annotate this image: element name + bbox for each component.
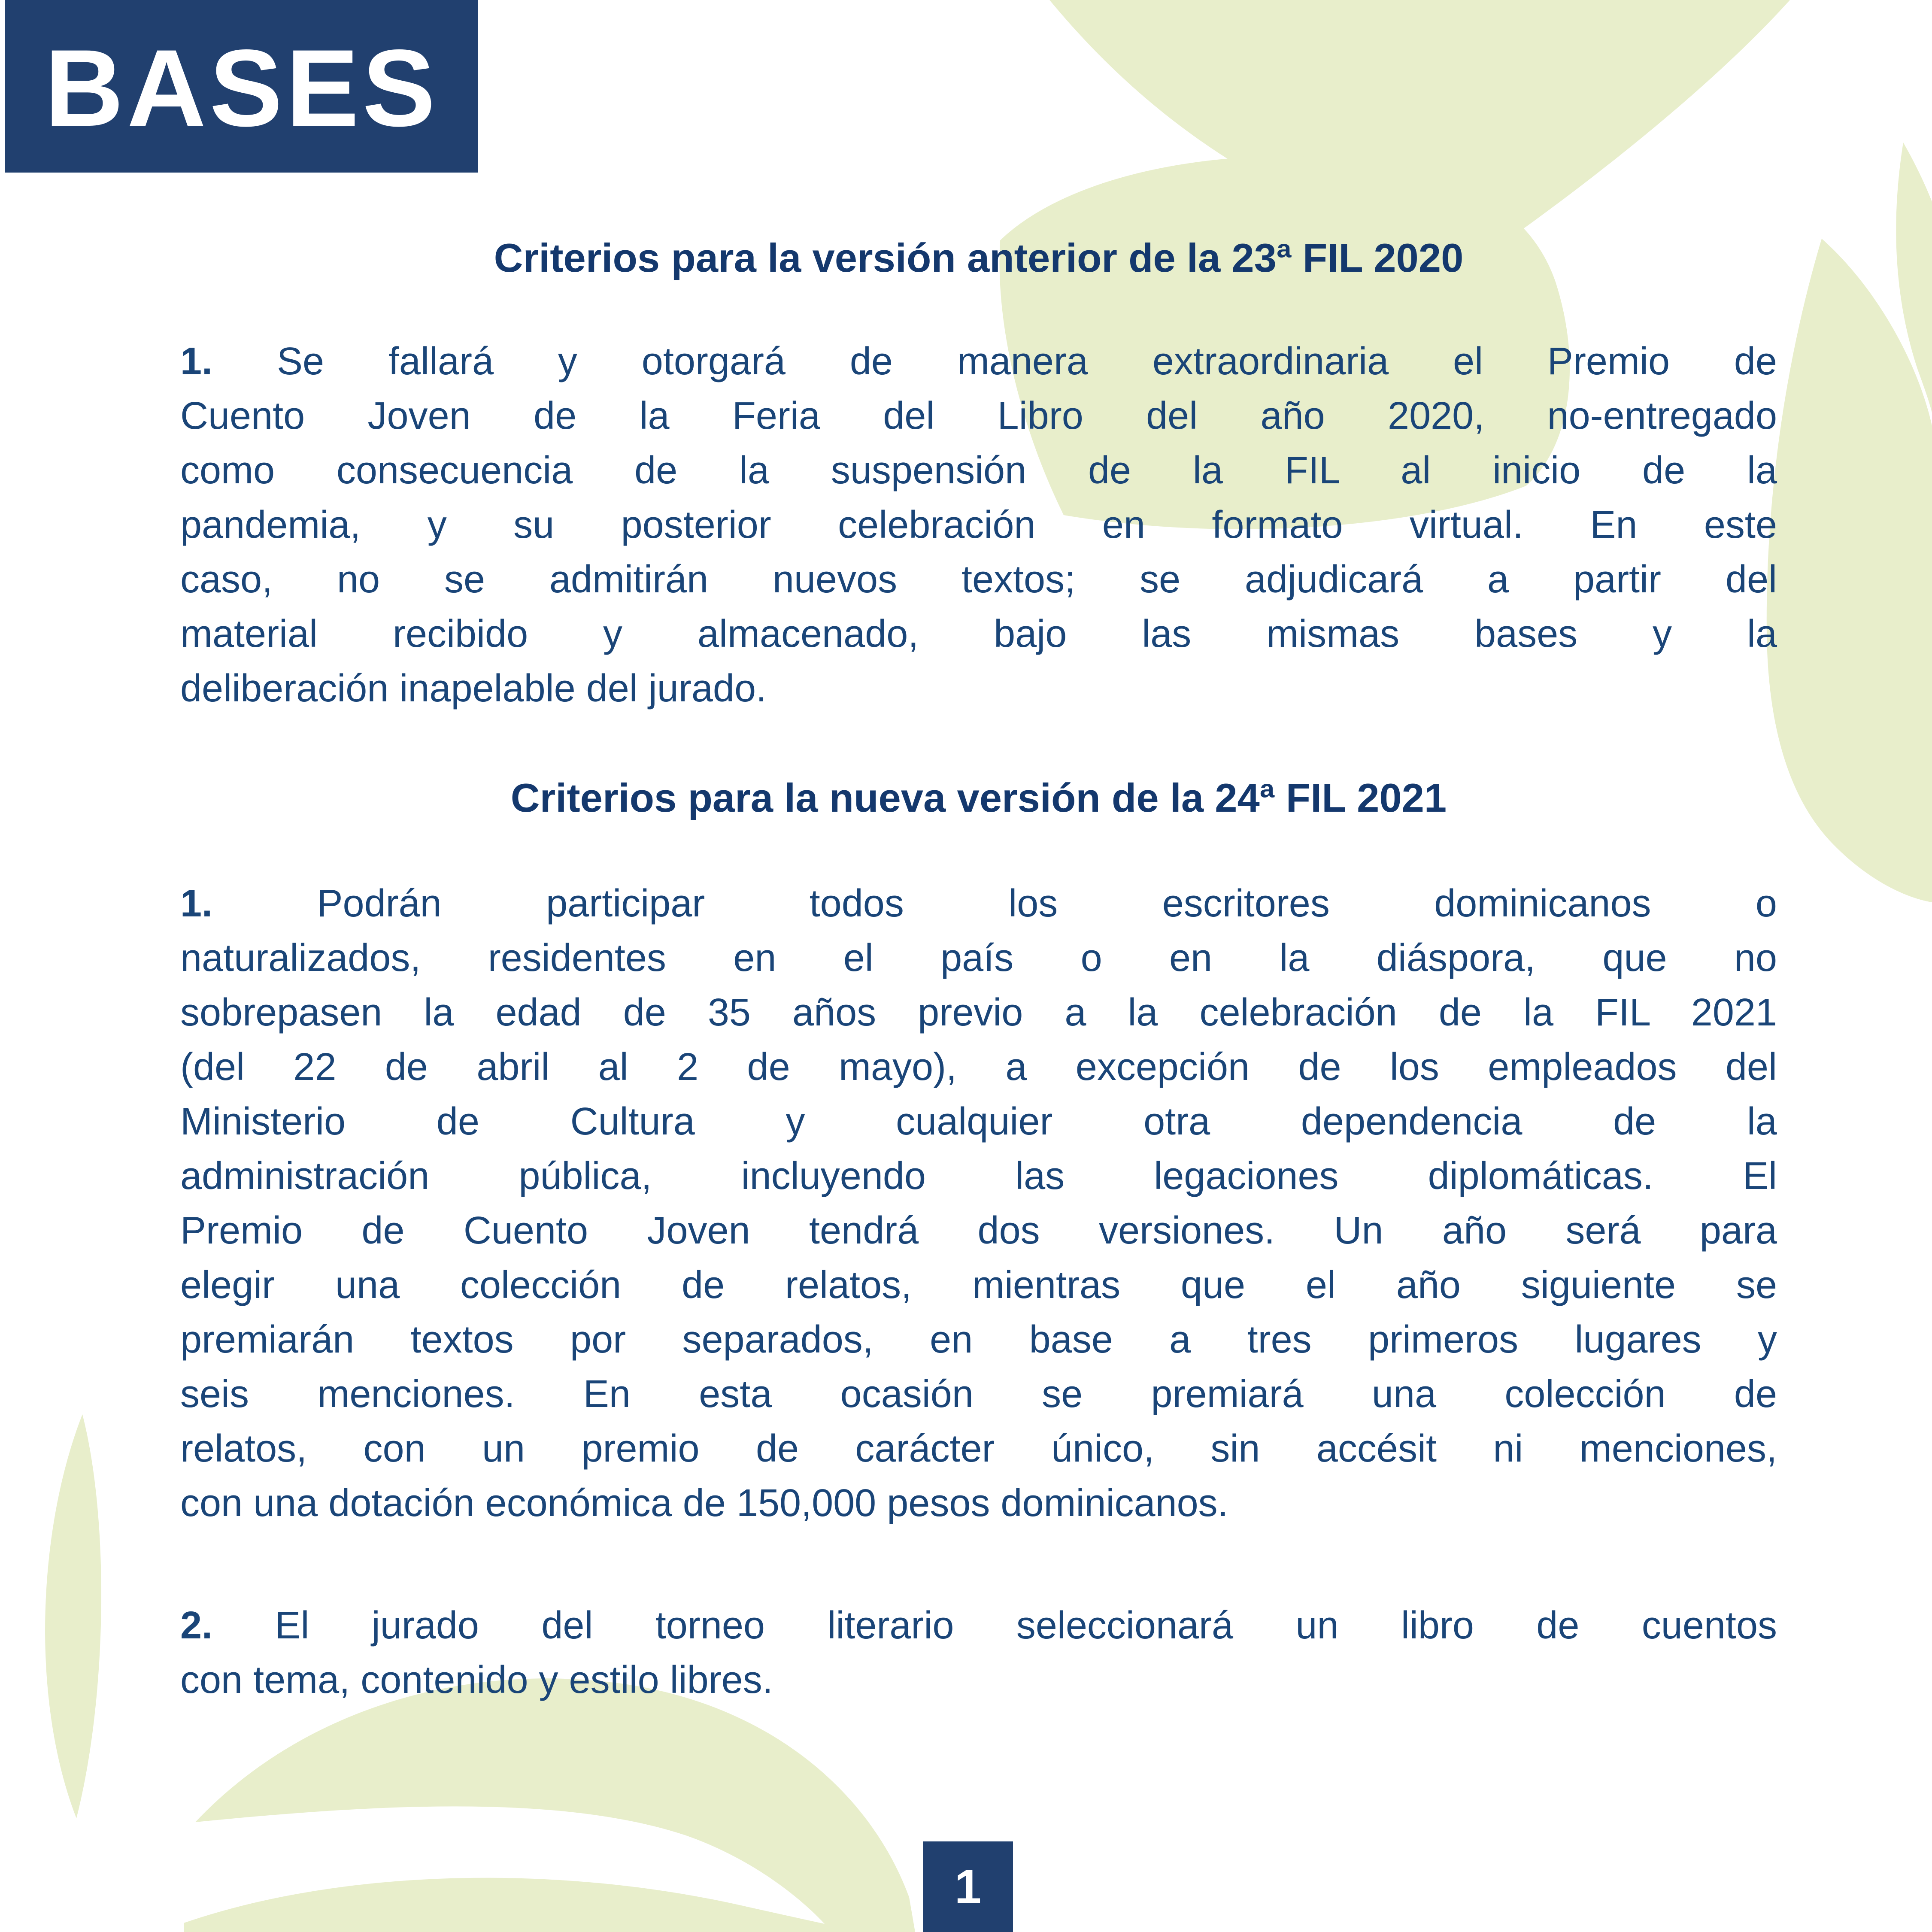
text-line: seis menciones. En esta ocasión se premiará una colección de xyxy=(180,1373,1777,1416)
text-line xyxy=(180,334,1777,389)
section-heading-fil-2020: Criterios para la versión anterior de la 23ª FIL 2020 xyxy=(494,235,1464,280)
text-line: administración pública, incluyendo las legaciones diplomáticas. El xyxy=(180,1155,1777,1198)
text-line: relatos, con un premio de carácter único, sin accésit ni menciones, xyxy=(180,1427,1777,1470)
text-line: elegir una colección de relatos, mientras que el año siguiente se xyxy=(180,1264,1777,1307)
text-line: naturalizados, residentes en el país o en la diáspora, que no xyxy=(180,937,1777,980)
text-line: deliberación inapelable del jurado. xyxy=(180,667,767,710)
paragraph-fil-2021-rule-2 xyxy=(180,1598,1777,1708)
bases-title-label: BASES xyxy=(44,27,439,149)
text-line: con tema, contenido y estilo libres. xyxy=(180,1659,773,1701)
text-line-content: Se fallará y otorgará de manera extraordinaria el Premio de xyxy=(276,340,1777,383)
paragraph-number: 1. xyxy=(180,882,213,925)
page-number-label: 1 xyxy=(954,1860,982,1914)
text-line: (del 22 de abril al 2 de mayo), a excepción de los empleados del xyxy=(180,1046,1777,1089)
text-line: Cuento Joven de la Feria del Libro del año 2020, no-entregado xyxy=(180,394,1777,437)
text-line-content: Podrán participar todos los escritores dominicanos o xyxy=(317,882,1777,925)
paragraph-fil-2021-rule-1 xyxy=(180,877,1777,1531)
text-line: sobrepasen la edad de 35 años previo a la celebración de la FIL 2021 xyxy=(180,991,1777,1034)
leaf-band-bottom-icon xyxy=(184,1878,864,1932)
text-line: Ministerio de Cultura y cualquier otra dependencia de la xyxy=(180,1100,1777,1143)
paragraph-number: 1. xyxy=(180,340,213,383)
text-line-content: El jurado del torneo literario seleccionará un libro de cuentos xyxy=(275,1604,1777,1647)
text-line: pandemia, y su posterior celebración en formato virtual. En este xyxy=(180,503,1777,546)
text-line xyxy=(180,877,1777,931)
paragraph-fil-2020-rule-1 xyxy=(180,334,1777,716)
text-line xyxy=(180,1598,1777,1653)
text-line: premiarán textos por separados, en base a tres primeros lugares y xyxy=(180,1318,1777,1361)
leaf-crescent-left-icon xyxy=(45,1414,101,1818)
text-line: material recibido y almacenado, bajo las mismas bases y la xyxy=(180,613,1777,655)
bases-title-badge xyxy=(5,0,478,173)
section-heading-fil-2021: Criterios para la nueva versión de la 24ª FIL 2021 xyxy=(510,775,1447,820)
text-line: Premio de Cuento Joven tendrá dos versiones. Un año será para xyxy=(180,1209,1777,1252)
paragraph-number: 2. xyxy=(180,1604,213,1647)
page-number-badge xyxy=(923,1841,1013,1932)
text-line: como consecuencia de la suspensión de la FIL al inicio de la xyxy=(180,449,1777,492)
text-line: caso, no se admitirán nuevos textos; se adjudicará a partir del xyxy=(180,558,1777,601)
leaf-blade-right-large-icon xyxy=(1767,239,1932,902)
text-line: con una dotación económica de 150,000 pesos dominicanos. xyxy=(180,1482,1228,1525)
